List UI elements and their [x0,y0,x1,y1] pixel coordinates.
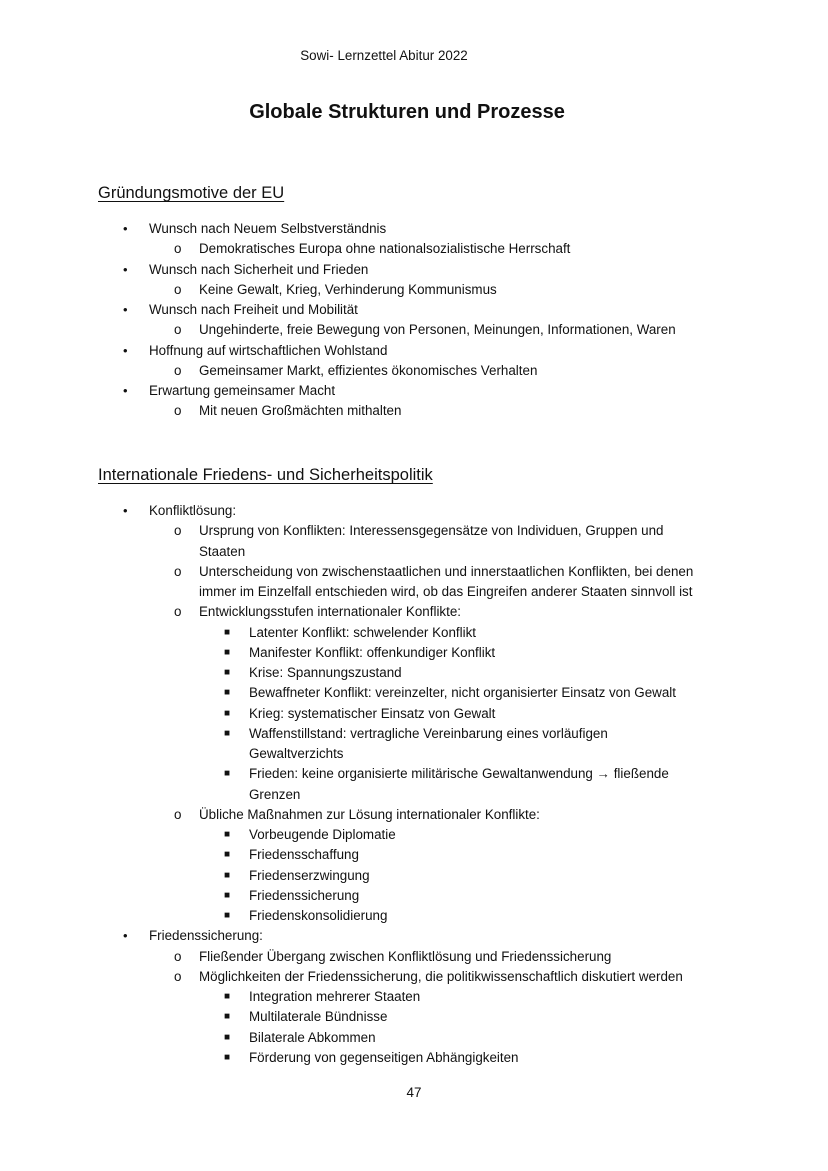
circle-bullet-icon: o [174,362,182,378]
square-bullet-icon: ■ [224,991,231,1002]
page-header: Sowi- Lernzettel Abitur 2022 [300,48,468,63]
list-item-text: Friedenssicherung: [149,928,263,944]
square-bullet-icon: ■ [224,829,231,840]
list-item [0,381,828,401]
list-item [0,562,828,603]
page-number: 47 [406,1085,422,1100]
list-item-text: Förderung von gegenseitigen Abhängigkeiten [249,1049,519,1065]
list-item [0,521,828,562]
bullet-icon: • [123,302,128,317]
list-item-text: Frieden: keine organisierte militärische Gewaltanwendung → fließende Grenzen [249,766,669,802]
list-item [0,724,828,765]
list-item [0,845,828,865]
list-item [0,1048,828,1068]
list-item [0,320,828,340]
square-bullet-icon: ■ [224,768,231,780]
bullet-icon: • [123,221,128,236]
square-bullet-icon: ■ [224,869,231,881]
list-item-text: Demokratisches Europa ohne nationalsozialistische Herrschaft [199,241,571,257]
list-item [0,683,828,703]
bullet-icon: • [123,928,128,944]
square-bullet-icon: ■ [224,1031,231,1043]
square-bullet-icon: ■ [224,889,231,901]
list-item [0,1028,828,1048]
list-item-text: Entwicklungsstufen internationaler Konflikte: [199,604,462,620]
list-item-text: Mit neuen Großmächten mithalten [199,403,402,419]
square-bullet-icon: ■ [224,849,231,861]
list-item-text: Bewaffneter Konflikt: vereinzelter, nicht organisierter Einsatz von Gewalt [249,685,676,701]
square-bullet-icon: ■ [224,646,231,658]
list-item-text: Waffenstillstand: vertragliche Vereinbarung eines vorläufigen Gewaltverzichts [249,725,608,761]
circle-bullet-icon: o [174,281,182,297]
list-item-text: Wunsch nach Sicherheit und Frieden [149,261,369,277]
circle-bullet-icon: o [174,968,182,984]
list-item-text: Möglichkeiten der Friedenssicherung, die politikwissenschaftlich diskutiert werden [199,968,683,984]
list-item [0,704,828,724]
list-item [0,300,828,320]
list-item [0,280,828,300]
list-item-text: Gemeinsamer Markt, effizientes ökonomisches Verhalten [199,362,538,378]
list-item-text: Unterscheidung von zwischenstaatlichen und innerstaatlichen Konflikten, bei denen immer im Einzelfall entschieden wird, ob das Eingreifen anderer Staaten sinnvoll ist [199,563,694,599]
list-item-text: Integration mehrerer Staaten [249,989,421,1004]
list-item-text: Übliche Maßnahmen zur Lösung internationaler Konflikte: [199,806,540,822]
list-item-text: Hoffnung auf wirtschaftlichen Wohlstand [149,342,388,358]
list-item [0,886,828,906]
circle-bullet-icon: o [174,403,182,419]
list-item [0,967,828,987]
list-item-text: Bilaterale Abkommen [249,1029,376,1045]
square-bullet-icon: ■ [224,667,231,678]
list-item-text: Friedenssicherung [249,887,360,903]
list-eu-motives [0,219,828,422]
list-item [0,805,828,825]
square-bullet-icon: ■ [224,727,231,739]
list-item [0,825,828,845]
list-item [0,341,828,361]
list-item-text: Friedenserzwingung [249,867,370,883]
list-item [0,926,828,946]
list-item-text: Krise: Spannungszustand [249,665,402,680]
list-item [0,866,828,886]
bullet-icon: • [123,383,128,398]
list-item-text: Manifester Konflikt: offenkundiger Konflikt [249,644,496,660]
circle-bullet-icon: o [174,563,182,579]
bullet-icon: • [123,342,128,358]
square-bullet-icon: ■ [224,687,231,699]
circle-bullet-icon: o [174,948,182,964]
list-item-text: Fließender Übergang zwischen Konfliktlösung und Friedenssicherung [199,948,612,964]
list-item-text: Friedenskonsolidierung [249,908,388,923]
square-bullet-icon: ■ [224,707,231,719]
list-item [0,906,828,926]
list-item [0,219,828,239]
section-heading-eu: Gründungsmotive der EU [98,184,285,202]
list-item [0,602,828,622]
square-bullet-icon: ■ [224,910,231,921]
square-bullet-icon: ■ [224,1051,231,1063]
list-item-text: Vorbeugende Diplomatie [249,827,396,842]
section-heading-peace: Internationale Friedens- und Sicherheitspolitik [98,466,433,484]
square-bullet-icon: ■ [224,626,231,638]
bullet-icon: • [123,503,128,518]
list-item [0,643,828,663]
list-item [0,401,828,421]
list-item-text: Konfliktlösung: [149,503,237,518]
list-item-text: Keine Gewalt, Krieg, Verhinderung Kommunismus [199,281,497,297]
list-item [0,764,828,805]
circle-bullet-icon: o [174,806,182,822]
list-item [0,987,828,1007]
list-item-text: Latenter Konflikt: schwelender Konflikt [249,624,477,640]
list-item-text: Ursprung von Konflikten: Interessensgegensätze von Individuen, Gruppen und Staaten [199,523,664,559]
list-item [0,361,828,381]
circle-bullet-icon: o [174,322,182,338]
list-peace-policy [0,501,828,1068]
list-item-text: Wunsch nach Freiheit und Mobilität [149,302,358,317]
list-item-text: Ungehinderte, freie Bewegung von Personen, Meinungen, Informationen, Waren [199,322,676,338]
list-item [0,501,828,521]
list-item-text: Erwartung gemeinsamer Macht [149,383,336,398]
page-title: Globale Strukturen und Prozesse [249,101,565,123]
square-bullet-icon: ■ [224,1011,231,1023]
list-item-text: Krieg: systematischer Einsatz von Gewalt [249,705,496,721]
list-item [0,260,828,280]
list-item-text: Friedensschaffung [249,847,359,863]
circle-bullet-icon: o [174,523,182,539]
circle-bullet-icon: o [174,604,182,620]
list-item-text: Wunsch nach Neuem Selbstverständnis [149,221,387,236]
list-item [0,1007,828,1027]
list-item [0,239,828,259]
list-item [0,663,828,683]
bullet-icon: • [123,261,128,277]
list-item [0,623,828,643]
list-item-text: Multilaterale Bündnisse [249,1009,388,1025]
list-item [0,947,828,967]
circle-bullet-icon: o [174,241,182,257]
